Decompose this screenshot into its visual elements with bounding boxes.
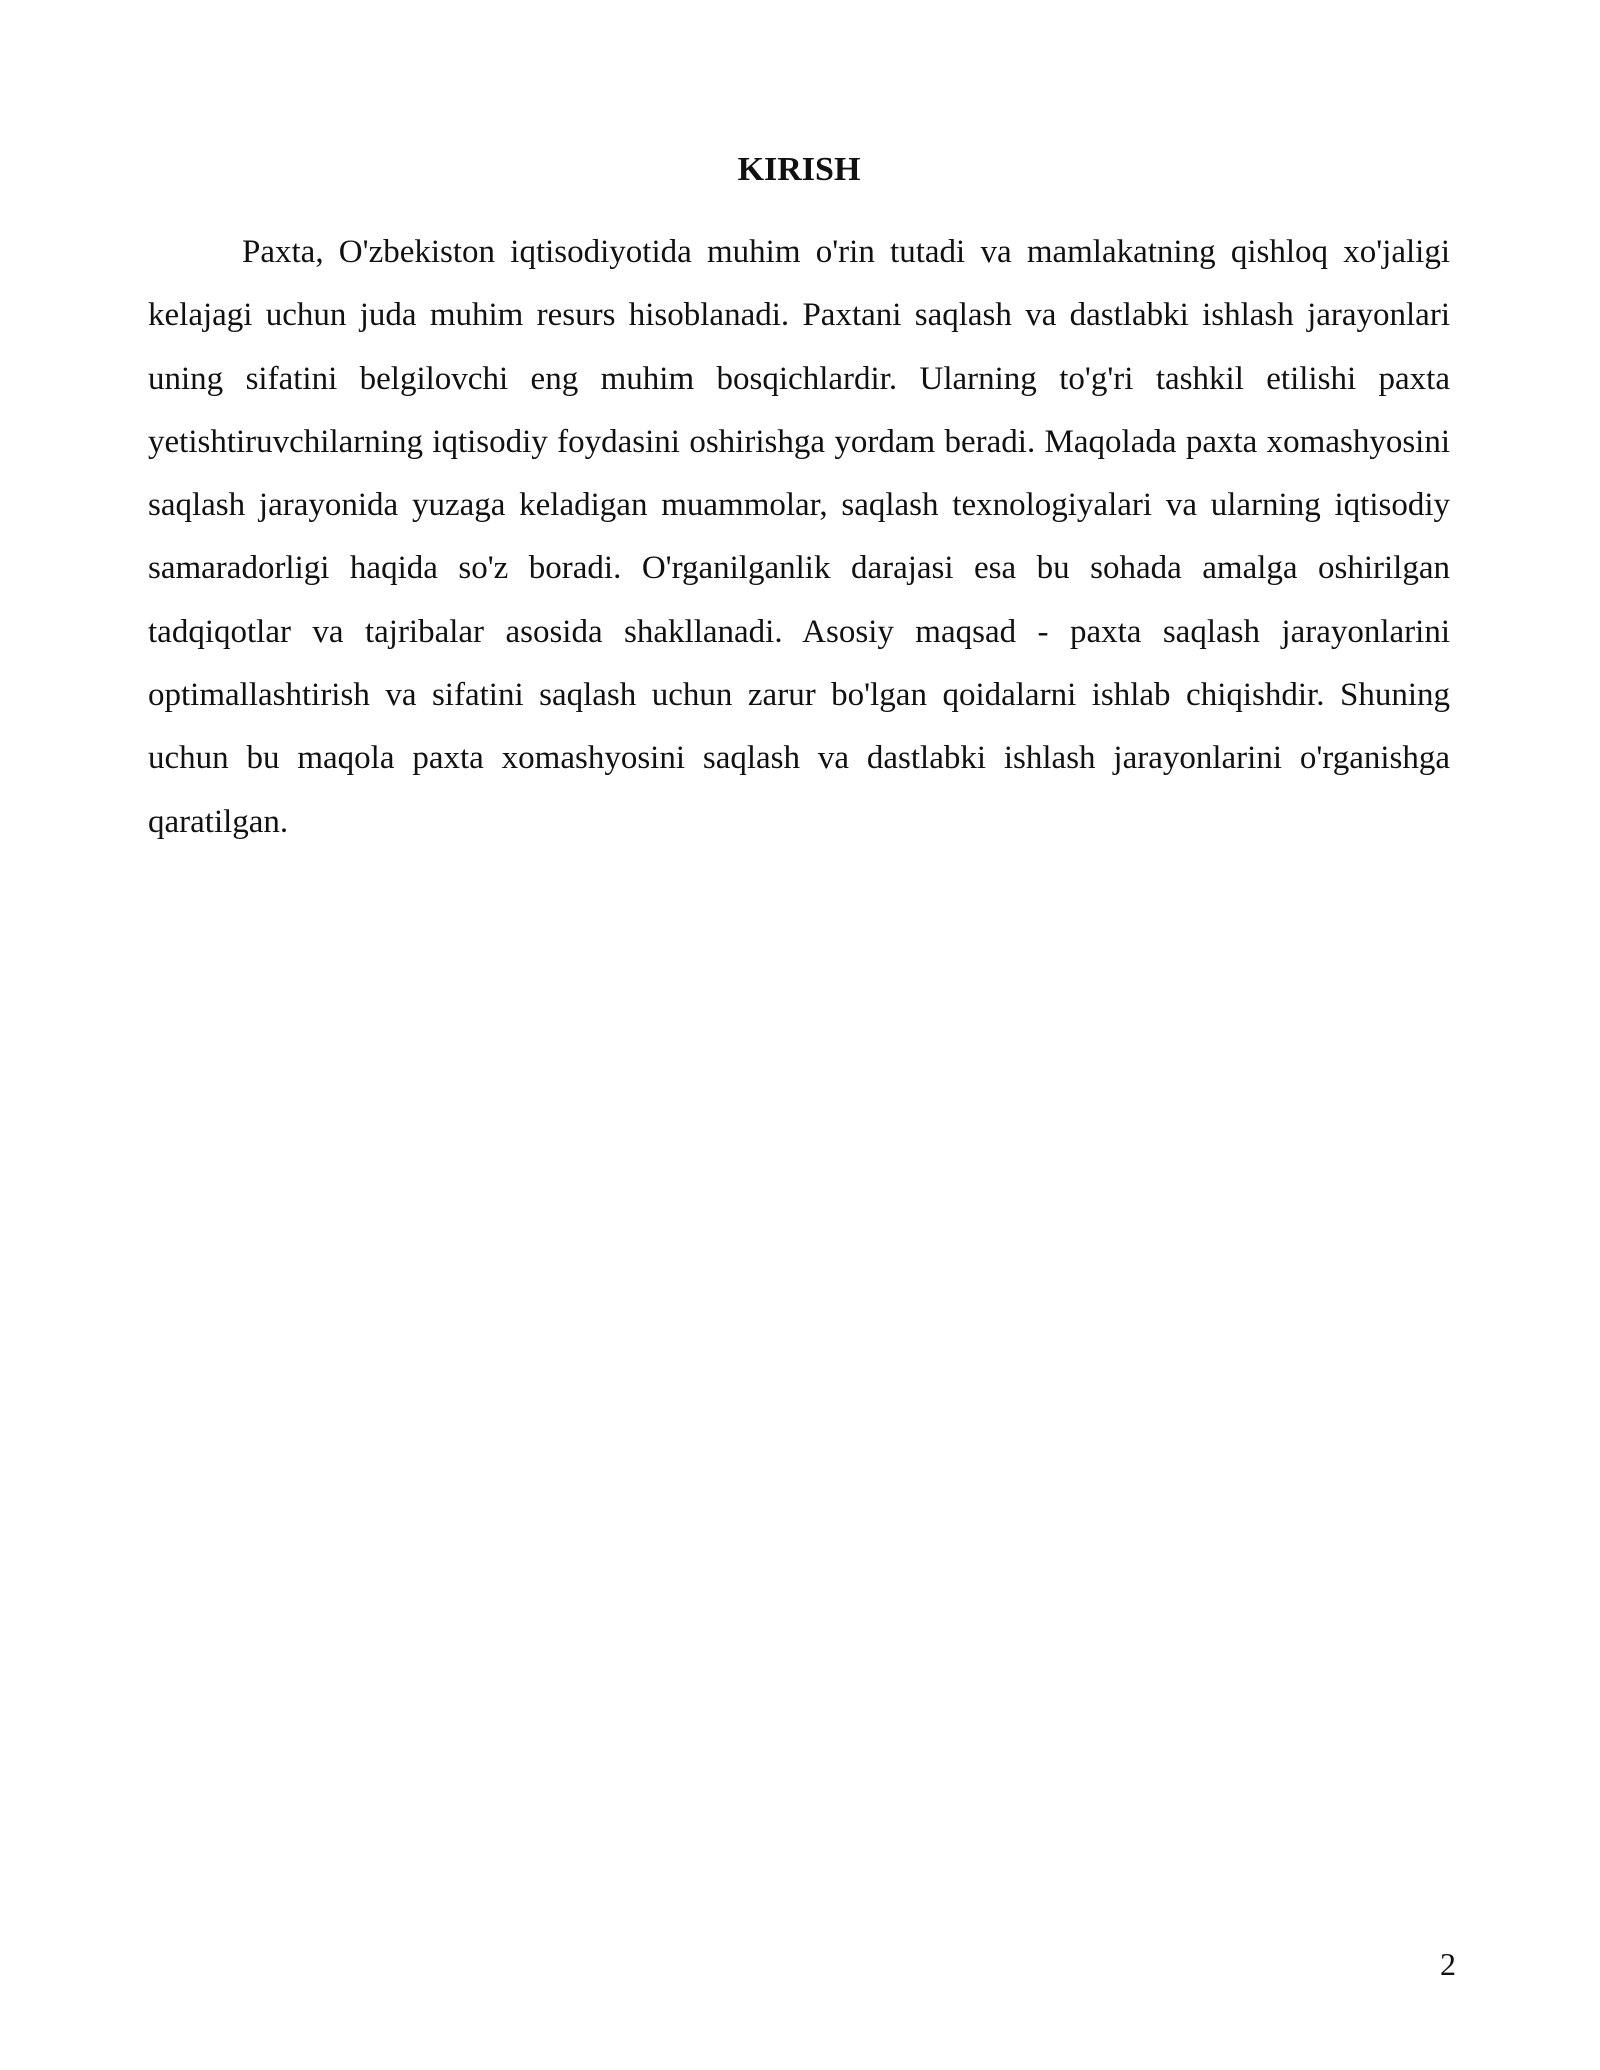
body-paragraph: Paxta, O'zbekiston iqtisodiyotida muhim o'rin tutadi va mamlakatning qishloq xo'jaligi kelajagi uchun juda muhim resurs hisoblanadi. Paxtani saqlash va dastlabki ishlash jarayonlari uning sifatini belgilovchi eng muhim bosqichlardir. Ularning to'g'ri tashkil etilishi paxta yetishtiruvchilarning iqtisodiy foydasini oshirishga yordam beradi. Maqolada paxta xomashyosini saqlash jarayonida yuzaga keladigan muammolar, saqlash texnologiyalari va ularning iqtisodiy samaradorligi haqida so'z boradi. O'rganilganlik darajasi esa bu sohada amalga oshirilgan tadqiqotlar va tajribalar asosida shakllanadi. Asosiy maqsad - paxta saqlash jarayonlarini optimallashtirish va sifatini saqlash uchun zarur bo'lgan qoidalarni ishlab chiqishdir. Shuning uchun bu maqola paxta xomashyosini saqlash va dastlabki ishlash jarayonlarini o'rganishga qaratilgan. bbox=[148, 234, 1450, 840]
page-number: 2 bbox=[1440, 1946, 1456, 1982]
section-heading: KIRISH bbox=[737, 151, 861, 188]
